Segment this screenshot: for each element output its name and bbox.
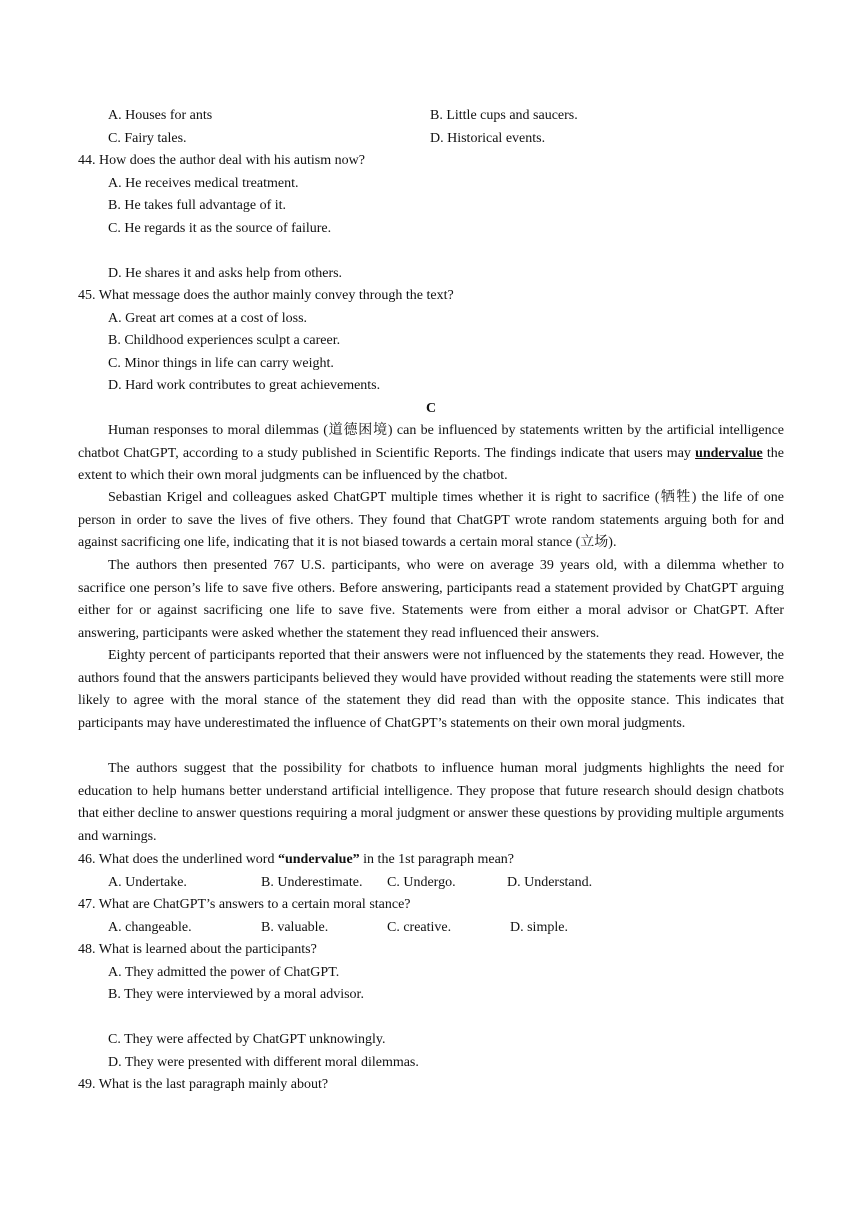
q46-option-b: B. Underestimate. [261,875,363,890]
passage-paragraph-4: Eighty percent of participants reported that their answers were not influenced by the statements they read. However, the authors found that the answers participants believed they would have provided without reading the statements were still more likely to agree with the moral stance of the statement they did read than with the opposite stance. This indicates that participants may have underestimated the influence of ChatGPT’s statements on their own moral judgments. [78,648,784,731]
q43-option-b: B. Little cups and saucers. [430,108,578,123]
q45-option-b: B. Childhood experiences sculpt a career. [108,333,341,348]
q44-option-b: B. He takes full advantage of it. [108,198,287,213]
q43-option-d: D. Historical events. [430,131,546,146]
q43-option-c: C. Fairy tales. [108,131,187,146]
q48-option-c: C. They were affected by ChatGPT unknowingly. [108,1032,386,1047]
q45-stem: 45. What message does the author mainly convey through the text? [78,288,454,303]
q45-option-d: D. Hard work contributes to great achievements. [108,378,381,393]
q47-option-d: D. simple. [510,920,568,935]
passage-paragraph-5: The authors suggest that the possibility for chatbots to influence human moral judgments highlights the need for education to help humans better understand artificial intelligence. They propose that future research should design chatbots that either decline to answer questions requiring a moral judgment or answer these questions by providing multiple arguments and warnings. [78,761,784,844]
q49-stem: 49. What is the last paragraph mainly about? [78,1077,329,1092]
q48-stem: 48. What is learned about the participants? [78,942,317,957]
q46-stem-suffix: in the 1st paragraph mean? [359,852,514,867]
q46-stem-prefix: 46. What does the underlined word [78,852,278,867]
q48-option-d: D. They were presented with different moral dilemmas. [108,1055,419,1070]
q44-stem: 44. How does the author deal with his autism now? [78,153,365,168]
q47-option-b: B. valuable. [261,920,329,935]
q43-option-a: A. Houses for ants [108,108,213,123]
q44-option-d: D. He shares it and asks help from others. [108,266,343,281]
q46-stem-word: “undervalue” [277,852,360,867]
q47-option-a: A. changeable. [108,920,192,935]
passage-paragraph-1 [78,420,784,488]
q45-option-a: A. Great art comes at a cost of loss. [108,311,308,326]
q47-stem: 47. What are ChatGPT’s answers to a certain moral stance? [78,897,411,912]
q48-option-a: A. They admitted the power of ChatGPT. [108,965,340,980]
q47-option-c: C. creative. [387,920,452,935]
paragraph-1-text-end: the extent to which their own moral judgments can be influenced by the chatbot. [78,445,784,483]
paragraph-1-text-start: Human responses to moral dilemmas (道德困境) can be influenced by statements written by the artificial intelligence chatbot ChatGPT, according to a study published in Scientific Reports. The findings indicate that users may [78,423,784,461]
q46-option-a: A. Undertake. [108,875,187,890]
passage-heading: C [425,401,437,416]
passage-paragraph-3: The authors then presented 767 U.S. participants, who were on average 39 years old, with a dilemma whether to sacrifice one person’s life to save five others. Before answering, participants read a statement provided by ChatGPT arguing either for or against sacrificing one life to save five. Statements were from either a moral advisor or ChatGPT. After answering, participants were asked whether the statement they read influenced their answers. [78,558,784,641]
passage-paragraph-2: Sebastian Krigel and colleagues asked ChatGPT multiple times whether it is right to sacrifice (牺牲) the life of one person in order to save the lives of five others. They found that ChatGPT wrote random statements arguing both for and against sacrificing one life, indicating that it is not biased towards a certain moral stance (立场). [78,490,784,550]
q46-stem [78,851,514,869]
underlined-word: undervalue [695,445,763,461]
q46-option-c: C. Undergo. [387,875,456,890]
q46-option-d: D. Understand. [507,875,593,890]
q48-option-b: B. They were interviewed by a moral advisor. [108,987,364,1002]
q44-option-c: C. He regards it as the source of failure. [108,221,332,236]
q44-option-a: A. He receives medical treatment. [108,176,299,191]
q45-option-c: C. Minor things in life can carry weight. [108,356,334,371]
